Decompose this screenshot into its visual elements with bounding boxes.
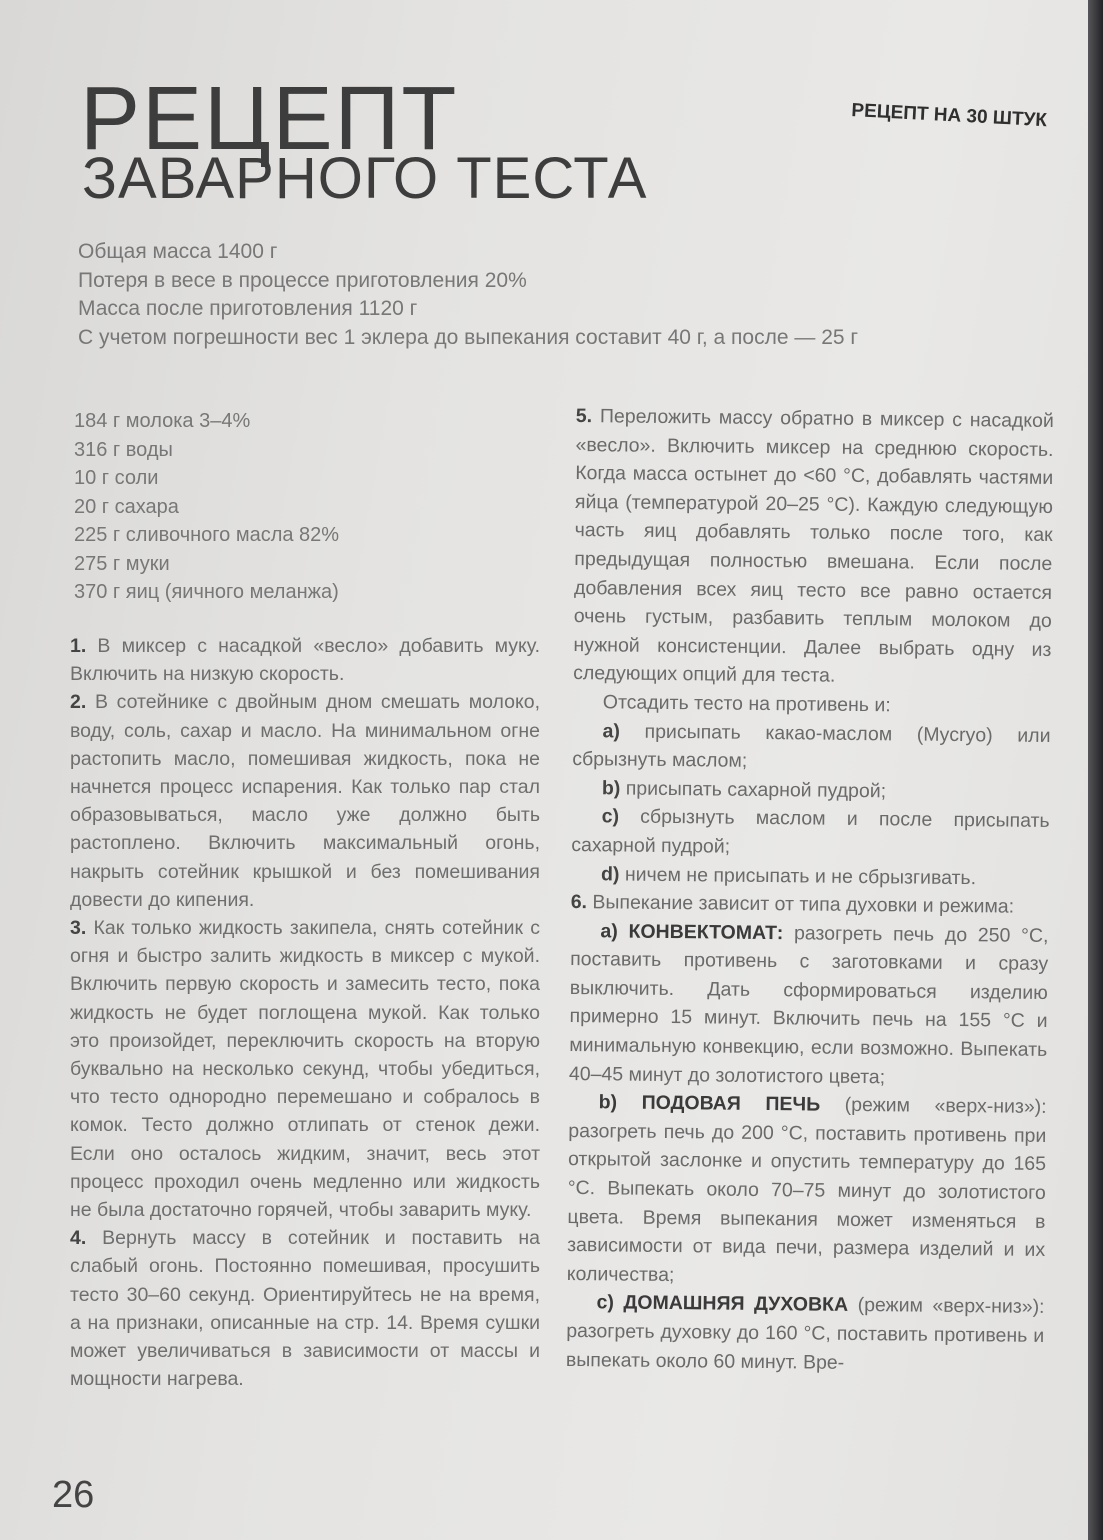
option-text: сбрызнуть маслом и после присыпать сахарной пудрой;: [571, 806, 1050, 858]
option-text: присыпать какао-маслом (Mycryo) или сбрызнуть маслом;: [572, 720, 1051, 772]
ingredient-item: 370 г яиц (яичного меланжа): [74, 581, 339, 603]
step-1: [70, 632, 540, 688]
option-text: разогреть печь до 250 °С, поставить противень с заготовками и сразу выключить. Дать сформироваться изделию примерно 15 минут. Включить печь на 155 °С и минимальную конвекцию, если возможно. Выпекать 40–45 минут до золотистого цвета;: [568, 922, 1049, 1088]
ingredient-item: 275 г муки: [74, 552, 170, 575]
steps-column-left: [70, 632, 540, 1393]
option-text: (режим «верх-низ»): разогреть духовку до 160 °С, поставить противень и выпекать около 60 минут. Вре-: [565, 1294, 1045, 1374]
oven-type: ПОДОВАЯ ПЕЧЬ: [641, 1091, 821, 1116]
option-label: b): [598, 1091, 618, 1114]
page-number: 26: [52, 1474, 95, 1516]
step-text: В сотейнике с двойным дном смешать молоко, воду, соль, сахар и масло. На минимальном огне растопить масло, помешивая жидкость, пока не начнется процесс испарения. Как только пар стал образовываться, масло уже должно быть растоплено. Включить максимальный огонь, накрыть сотейник крышкой и без помешивания довести до кипения.: [70, 691, 540, 911]
step-6: [571, 888, 1049, 922]
option-text: (режим «верх-низ»): разогреть печь до 200 °С, поставить противень при открытой заслонке и опустить температуру до 165 °С. Выпекать около 70–75 минут до золотистого цвета. Время выпекания может изменяться в зависимости от вида печи, размера изделий и их количества;: [566, 1094, 1047, 1286]
steps-column-right: [566, 402, 1054, 1379]
step-text: Выпекание зависит от типа духовки и режима:: [592, 891, 1015, 918]
step-number: 1.: [70, 635, 87, 657]
step-text: В миксер с насадкой «весло» добавить муку. Включить на низкую скорость.: [70, 635, 540, 686]
summary-line: Масса после приготовления 1120 г: [78, 297, 418, 320]
oven-option-b: [567, 1088, 1047, 1293]
page-title: РЕЦЕПТ: [80, 69, 459, 169]
step-4: [70, 1224, 540, 1393]
summary-line: С учетом погрешности вес 1 эклера до выпекания составит 40 г, а после — 25 г: [78, 325, 859, 349]
ingredient-item: 10 г соли: [74, 467, 159, 489]
ingredient-item: 316 г воды: [74, 438, 173, 461]
option-label: a): [600, 919, 618, 943]
step-number: 2.: [70, 691, 87, 714]
ingredient-item: 184 г молока 3–4%: [74, 410, 251, 432]
oven-option-c: [566, 1288, 1045, 1379]
oven-option-a: [569, 917, 1049, 1094]
option-text: присыпать сахарной пудрой;: [625, 777, 887, 802]
yield-label: РЕЦЕПТ НА 30 ШТУК: [850, 100, 1048, 132]
option-c: [571, 802, 1050, 864]
step-number: 3.: [70, 917, 87, 940]
option-label: a): [602, 719, 621, 743]
ingredient-item: 225 г сливочного масла 82%: [74, 524, 340, 546]
book-edge: [1088, 0, 1103, 1540]
option-label: c): [601, 805, 620, 828]
step-text: Как только жидкость закипела, снять сотейник с огня и быстро залить жидкость в миксер с мукой. Включить первую скорость и замесить тесто, пока жидкость не будет поглощена мукой. Как только это произойдет, переключить скорость на вторую буквально на несколько секунд, чтобы убедиться, что тесто однородно перемешано и собралось в комок. Тесто должно отлипать от стенок дежи. Если оно осталось жидким, значит, весь этот процесс проходил очень медленно или жидкость не была достаточно горячей, чтобы заварить муку.: [70, 917, 541, 1222]
summary-line: Потеря в весе в процессе приготовления 20%: [78, 268, 527, 292]
ingredient-list: [74, 407, 534, 607]
step-5: [573, 402, 1054, 693]
step-number: 4.: [70, 1227, 87, 1250]
summary-line: Общая масса 1400 г: [78, 240, 278, 263]
step-text: Вернуть массу в сотейник и поставить на слабый огонь. Постоянно помешивая, просушить тесто 30–60 секунд. Ориентируйтесь не на время, а на признаки, описанные на стр. 14. Время сушки может увеличиваться в зависимости от массы и мощности нагрева.: [70, 1227, 540, 1391]
step-number: 5.: [575, 404, 593, 428]
oven-type: ДОМАШНЯЯ ДУХОВКА: [623, 1291, 849, 1317]
step-number: 6.: [570, 891, 588, 914]
option-label: d): [600, 862, 620, 885]
option-label: c): [596, 1291, 615, 1314]
option-a: [572, 717, 1051, 779]
ingredient-item: 20 г сахара: [74, 495, 179, 518]
step-text: Переложить массу обратно в миксер с насадкой «весло». Включить миксер на среднюю скорость. Когда масса остынет до <60 °С, добавлять частями яйца (температурой 20–25 °С). Каждую следующую часть яиц добавлять только после того, как предыдущая полностью вмешана. Если после добавления всех яиц тесто все равно остается очень густым, разбавить теплым молоком до нужной консистенции. Далее выбрать одну из следующих опций для теста.: [573, 405, 1054, 688]
page-subtitle: ЗАВАРНОГО ТЕСТА: [82, 146, 648, 211]
option-label: b): [601, 777, 621, 800]
oven-type: КОНВЕКТОМАТ:: [628, 920, 784, 944]
step-3: [70, 914, 540, 1224]
option-text: ничем не присыпать и не сбрызгивать.: [624, 863, 977, 889]
step-2: [70, 688, 540, 914]
recipe-summary: [78, 238, 978, 352]
step-5-lead: Отсадить тесто на противень и:: [602, 691, 891, 717]
